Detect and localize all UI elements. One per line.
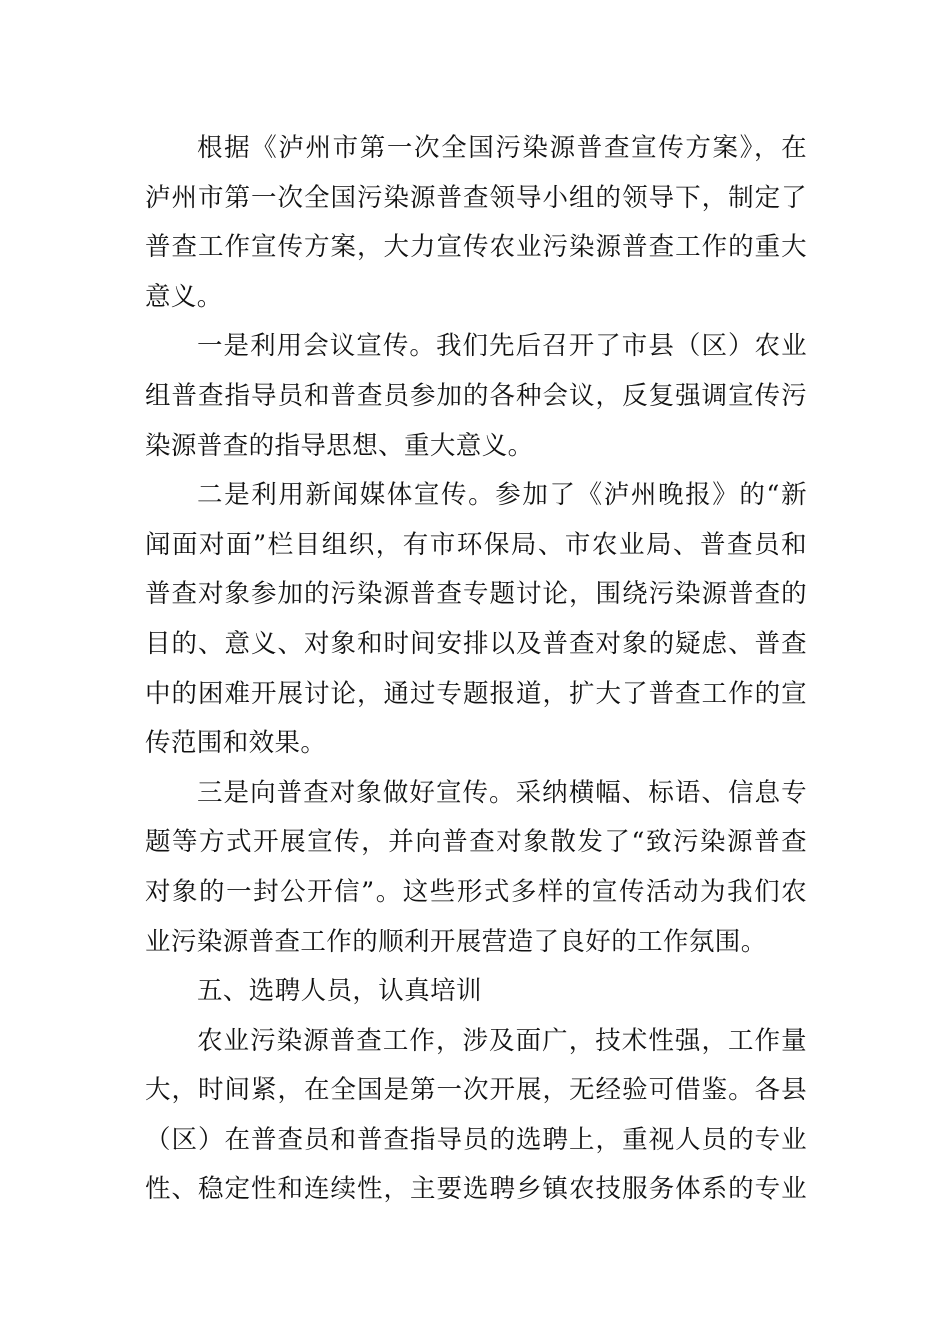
text-line: 目的、意义、对象和时间安排以及普查对象的疑虑、普查 (145, 628, 807, 659)
text-line: 对象的一封公开信”。这些形式多样的宣传活动为我们农 (145, 876, 807, 907)
text-line: （区）在普查员和普查指导员的选聘上，重视人员的专业 (145, 1124, 807, 1155)
text-line: 普查对象参加的污染源普查专题讨论，围绕污染源普查的 (145, 579, 807, 610)
text-line: 三是向普查对象做好宣传。采纳横幅、标语、信息专 (197, 777, 807, 808)
text-line: 业污染源普查工作的顺利开展营造了良好的工作氛围。 (145, 926, 767, 957)
text-line: 闻面对面”栏目组织，有市环保局、市农业局、普查员和 (145, 529, 807, 560)
text-line: 普查工作宣传方案，大力宣传农业污染源普查工作的重大 (145, 232, 807, 263)
body-text (145, 124, 807, 1215)
text-line: 泸州市第一次全国污染源普查领导小组的领导下，制定了 (145, 182, 807, 213)
text-line: 意义。 (145, 281, 223, 312)
text-line: 传范围和效果。 (145, 728, 327, 759)
text-line: 题等方式开展宣传，并向普查对象散发了“致污染源普查 (145, 827, 807, 858)
text-line: 性、稳定性和连续性，主要选聘乡镇农技服务体系的专业 (145, 1174, 807, 1205)
text-line: 组普查指导员和普查员参加的各种会议，反复强调宣传污 (145, 380, 807, 411)
section-heading: 五、选聘人员，认真培训 (197, 976, 482, 1007)
text-line: 染源普查的指导思想、重大意义。 (145, 430, 534, 461)
text-line: 中的困难开展讨论，通过专题报道，扩大了普查工作的宣 (145, 678, 807, 709)
text-line: 一是利用会议宣传。我们先后召开了市县（区）农业 (197, 331, 807, 362)
text-line: 根据《泸州市第一次全国污染源普查宣传方案》，在 (197, 133, 807, 163)
text-line: 农业污染源普查工作，涉及面广，技术性强，工作量 (197, 1025, 807, 1056)
text-line: 二是利用新闻媒体宣传。参加了《泸州晚报》的“新 (197, 480, 807, 511)
text-line: 大，时间紧，在全国是第一次开展，无经验可借鉴。各县 (145, 1075, 807, 1106)
